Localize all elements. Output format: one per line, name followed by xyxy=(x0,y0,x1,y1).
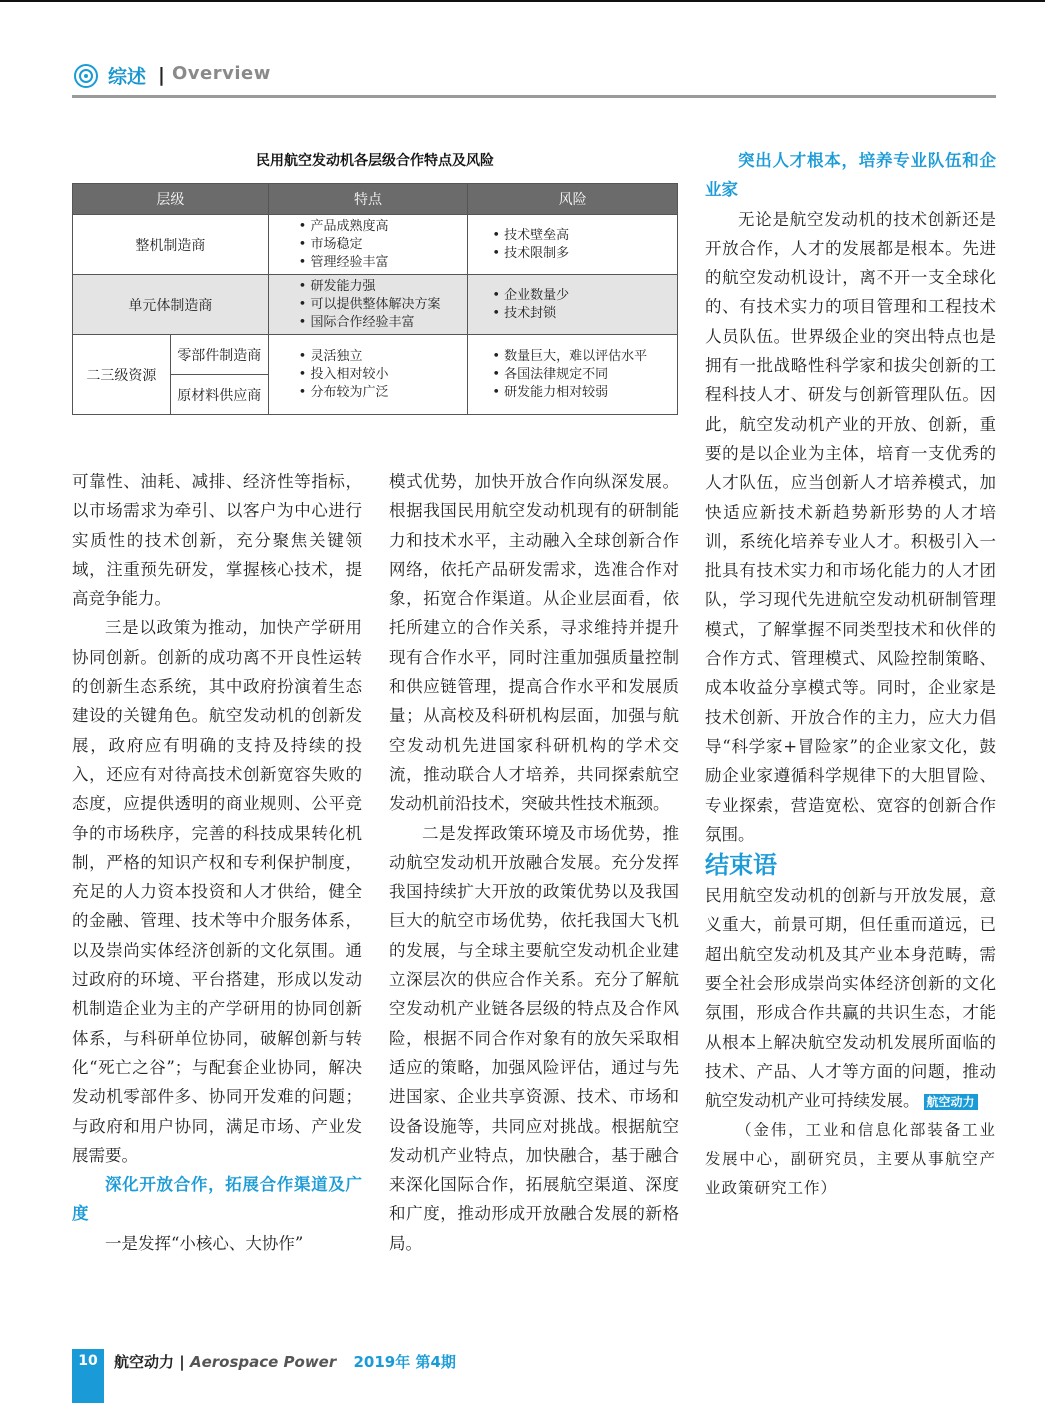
footer-separator: | xyxy=(179,1353,185,1371)
paragraph: 无论是航空发动机的技术创新还是开放合作，人才的发展都是根本。先进的航空发动机设计，离不开一支全球化的、有技术实力的项目管理和工程技术人员队伍。世界级企业的突出特点也是拥有一批战略性科学家和拔尖创新的工程科技人才、研发与创新管理队伍。因此，航空发动机产业的开放、创新，重要的是以企业为主体，培育一支优秀的人才队伍，应当创新人才培养模式，加快适应新技术新趋势新形势的人才培训，系统化培养专业人才。积极引入一批具有技术实力和市场化能力的人才团队，学习现代先进航空发动机研制管理模式，了解掌握不同类型技术和伙伴的合作方式、管理模式、风险控制策略、成本收益分享模式等。同时，企业家是技术创新、开放合作的主力，应大力倡导“科学家+冒险家”的企业家文化，鼓励企业家遵循科学规律下的大胆冒险、专业探索，营造宽松、宽容的创新合作氛围。 xyxy=(705,209,996,844)
risks-cell xyxy=(468,335,678,415)
feature-item: • 分布较为广泛 xyxy=(299,384,467,402)
feature-item: • 管理经验丰富 xyxy=(299,254,467,272)
features-cell xyxy=(268,215,468,275)
column-3 xyxy=(705,146,996,1203)
end-mark-badge: 航空动力 xyxy=(924,1094,978,1110)
sublevel-cell: 零部件制造商 xyxy=(170,335,268,375)
section-title-cn: 综述 xyxy=(108,66,147,88)
sublevel-cell: 原材料供应商 xyxy=(170,375,268,415)
paragraph: 二是发挥政策环境及市场优势，推动航空发动机开放融合发展。充分发挥我国持续扩大开放的政策优势以及我国巨大的航空市场优势，依托我国大飞机的发展，与全球主要航空发动机企业建立深层次的供应合作关系。充分了解航空发动机产业链各层级的特点及合作风险，根据不同合作对象有的放矢采取相适应的策略，加强风险评估，通过与先进国家、企业共享资源、技术、市场和设备设施等，共同应对挑战。根据航空发动机产业特点，加快融合，基于融合来深化国际合作，拓展航空渠道、深度和广度，推动形成开放融合发展的新格局。 xyxy=(389,823,679,1253)
features-cell xyxy=(268,335,468,415)
paragraph xyxy=(705,881,996,1115)
level-cell: 整机制造商 xyxy=(73,215,269,275)
header-rule xyxy=(72,95,996,98)
paragraph: 可靠性、油耗、减排、经济性等指标，以市场需求为牵引、以客户为中心进行实质性的技术创新，充分聚焦关键领域，注重预先研发，掌握核心技术，提高竞争能力。 xyxy=(72,472,362,609)
journal-name-cn: 航空动力 xyxy=(114,1353,175,1371)
risks-cell xyxy=(468,275,678,335)
risk-item: • 各国法律规定不同 xyxy=(492,366,676,384)
journal-issue: 2019年 第4期 xyxy=(353,1353,456,1371)
features-cell xyxy=(268,275,468,335)
feature-item: • 投入相对较小 xyxy=(299,366,467,384)
risk-item: • 研发能力相对较弱 xyxy=(492,384,676,402)
section-header xyxy=(72,58,996,98)
feature-item: • 研发能力强 xyxy=(299,278,467,296)
author-note: （金伟，工业和信息化部装备工业发展中心，副研究员，主要从事航空产业政策研究工作） xyxy=(705,1120,996,1197)
subsection-heading: 突出人才根本，培养专业队伍和企业家 xyxy=(705,151,996,200)
table-caption: 民用航空发动机各层级合作特点及风险 xyxy=(256,153,494,169)
level-cell: 二三级资源 xyxy=(73,335,171,415)
journal-logo-icon xyxy=(74,64,98,88)
journal-name-en: Aerospace Power xyxy=(189,1353,337,1371)
risk-item: • 数量巨大，难以评估水平 xyxy=(492,348,676,366)
feature-item: • 灵活独立 xyxy=(299,348,467,366)
paragraph: 三是以政策为推动，加快产学研用协同创新。创新的成功离不开良性运转的创新生态系统，其中政府扮演着生态建设的关键角色。航空发动机的创新发展，政府应有明确的支持及持续的投入，还应有对待高技术创新宽容失败的态度，应提供透明的商业规则、公平竞争的市场秩序，完善的科技成果转化机制，严格的知识产权和专利保护制度，充足的人力资本投资和人才供给，健全的金融、管理、技术等中介服务体系，以及崇尚实体经济创新的文化氛围。通过政府的环境、平台搭建，形成以发动机制造企业为主的产学研用的协同创新体系，与科研单位协同，破解创新与转化“死亡之谷”；与配套企业协同，解决发动机零部件多、协同开发难的问题；与政府和用户协同，满足市场、产业发展需要。 xyxy=(72,618,362,1165)
risk-item: • 技术封锁 xyxy=(492,305,676,323)
top-border-line xyxy=(0,0,1045,2)
risk-item: • 技术壁垒高 xyxy=(492,227,676,245)
column-header-risks: 风险 xyxy=(468,184,678,215)
column-header-level: 层级 xyxy=(73,184,269,215)
feature-item: • 国际合作经验丰富 xyxy=(299,314,467,332)
subsection-heading: 深化开放合作，拓展合作渠道及广度 xyxy=(72,1175,362,1224)
table-header-row xyxy=(73,184,678,215)
conclusion-heading: 结束语 xyxy=(705,851,777,880)
section-title-en: Overview xyxy=(172,63,271,84)
risks-cell xyxy=(468,215,678,275)
risk-item: • 技术限制多 xyxy=(492,245,676,263)
risk-item: • 企业数量少 xyxy=(492,287,676,305)
feature-item: • 市场稳定 xyxy=(299,236,467,254)
column-header-features: 特点 xyxy=(268,184,468,215)
column-1 xyxy=(72,467,362,1258)
journal-info xyxy=(114,1351,456,1372)
level-cell: 单元体制造商 xyxy=(73,275,269,335)
table-row xyxy=(73,335,678,375)
table-row xyxy=(73,215,678,275)
conclusion-text: 民用航空发动机的创新与开放发展，意义重大，前景可期，但任重而道远，已超出航空发动机及其产业本身范畴，需要全社会形成崇尚实体经济创新的文化氛围，形成合作共赢的共识生态，才能从根本上解决航空发动机发展所面临的技术、产品、人才等方面的问题，推动航空发动机产业可持续发展。 xyxy=(705,886,996,1111)
table-row xyxy=(73,275,678,335)
cooperation-table xyxy=(72,183,678,415)
feature-item: • 产品成熟度高 xyxy=(299,218,467,236)
paragraph: 模式优势，加快开放合作向纵深发展。根据我国民用航空发动机现有的研制能力和技术水平，主动融入全球创新合作网络，依托产品研发需求，选准合作对象，拓宽合作渠道。从企业层面看，依托所建立的合作关系，寻求维持并提升现有合作水平，同时注重加强质量控制和供应链管理，提高合作水平和发展质量；从高校及科研机构层面，加强与航空发动机先进国家科研机构的学术交流，推动联合人才培养，共同探索航空发动机前沿技术，突破共性技术瓶颈。 xyxy=(389,472,679,814)
column-2 xyxy=(389,467,679,1258)
page-footer xyxy=(72,1349,672,1403)
feature-item: • 可以提供整体解决方案 xyxy=(299,296,467,314)
header-separator: | xyxy=(158,64,165,86)
paragraph: 一是发挥“小核心、大协作” xyxy=(105,1233,304,1253)
page-number: 10 xyxy=(78,1353,98,1369)
